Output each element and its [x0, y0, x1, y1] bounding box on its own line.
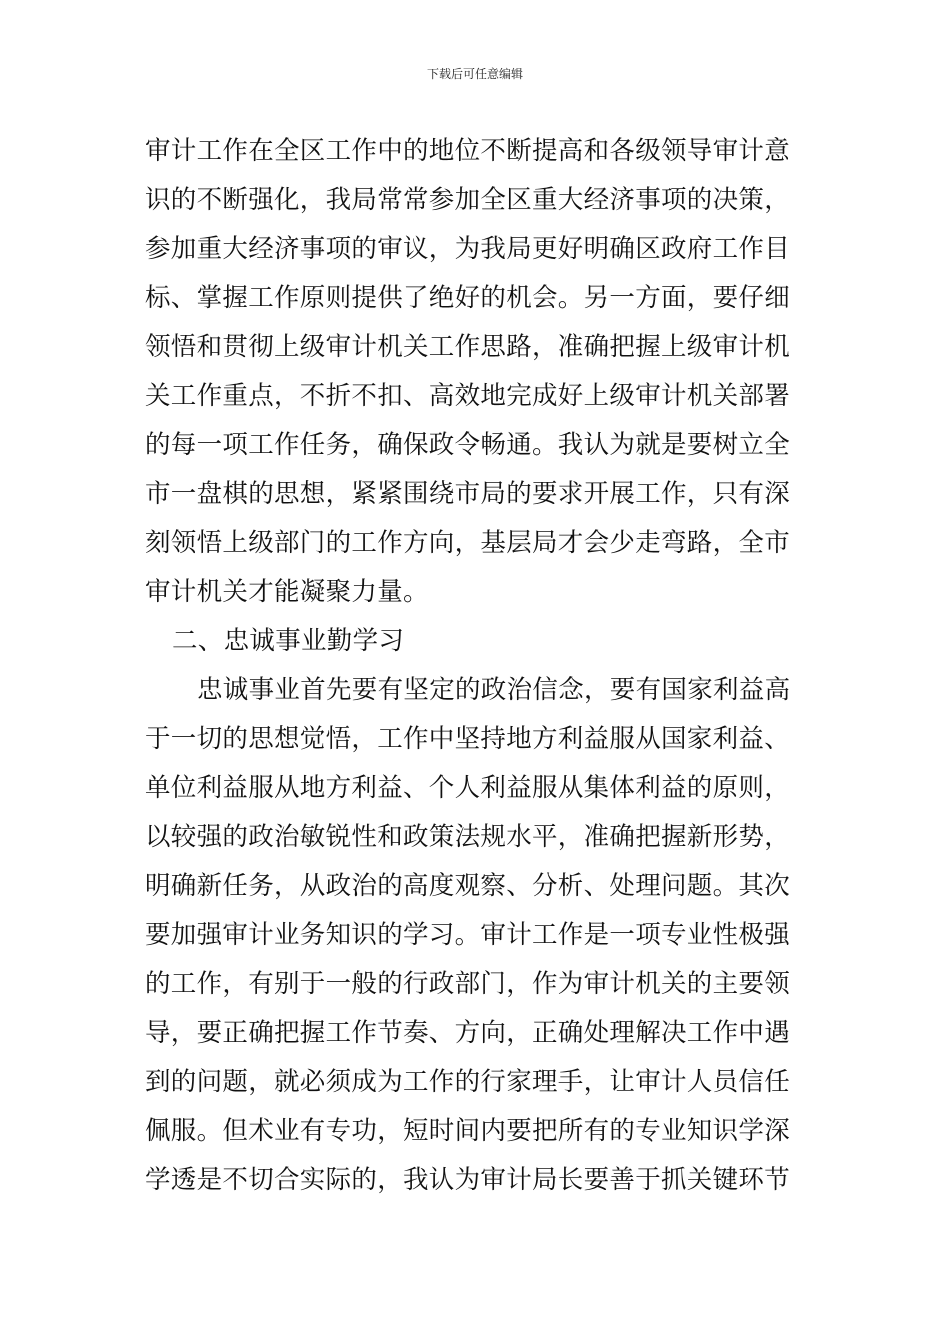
- text-line: 标、掌握工作原则提供了绝好的机会。另一方面，要仔细: [145, 283, 791, 313]
- text-line: 审计工作在全区工作中的地位不断提高和各级领导审计意: [145, 136, 791, 166]
- text-line: 识的不断强化，我局常常参加全区重大经济事项的决策，: [145, 185, 791, 215]
- text-line: 刻领悟上级部门的工作方向，基层局才会少走弯路，全市: [145, 528, 791, 558]
- text-line: 要加强审计业务知识的学习。审计工作是一项专业性极强: [145, 920, 791, 950]
- text-line: 到的问题，就必须成为工作的行家理手，让审计人员信任: [145, 1067, 791, 1097]
- section-heading: 二、忠诚事业勤学习: [172, 626, 405, 656]
- text-line: 以较强的政治敏锐性和政策法规水平，准确把握新形势，: [145, 822, 791, 852]
- document-body: [145, 127, 807, 1205]
- text-line: 领悟和贯彻上级审计机关工作思路，准确把握上级审计机: [145, 332, 791, 362]
- text-line: 的每一项工作任务，确保政令畅通。我认为就是要树立全: [145, 430, 791, 460]
- text-line: 学透是不切合实际的，我认为审计局长要善于抓关键环节: [145, 1165, 791, 1195]
- text-line: 于一切的思想觉悟，工作中坚持地方利益服从国家利益、: [145, 724, 791, 754]
- text-line: 审计机关才能凝聚力量。: [145, 577, 429, 607]
- text-line: 关工作重点，不折不扣、高效地完成好上级审计机关部署: [145, 381, 791, 411]
- page-header: 下载后可任意编辑: [426, 67, 523, 81]
- text-line: 参加重大经济事项的审议，为我局更好明确区政府工作目: [145, 234, 791, 264]
- text-line: 明确新任务，从政治的高度观察、分析、处理问题。其次: [145, 871, 791, 901]
- text-line: 市一盘棋的思想，紧紧围绕市局的要求开展工作，只有深: [145, 479, 791, 509]
- text-line: 佩服。但术业有专功，短时间内要把所有的专业知识学深: [145, 1116, 791, 1146]
- text-line: 导，要正确把握工作节奏、方向，正确处理解决工作中遇: [145, 1018, 791, 1048]
- text-line: 单位利益服从地方利益、个人利益服从集体利益的原则，: [145, 773, 791, 803]
- paragraph-first-line: 忠诚事业首先要有坚定的政治信念，要有国家利益高: [197, 675, 791, 705]
- text-line: 的工作，有别于一般的行政部门，作为审计机关的主要领: [145, 969, 791, 999]
